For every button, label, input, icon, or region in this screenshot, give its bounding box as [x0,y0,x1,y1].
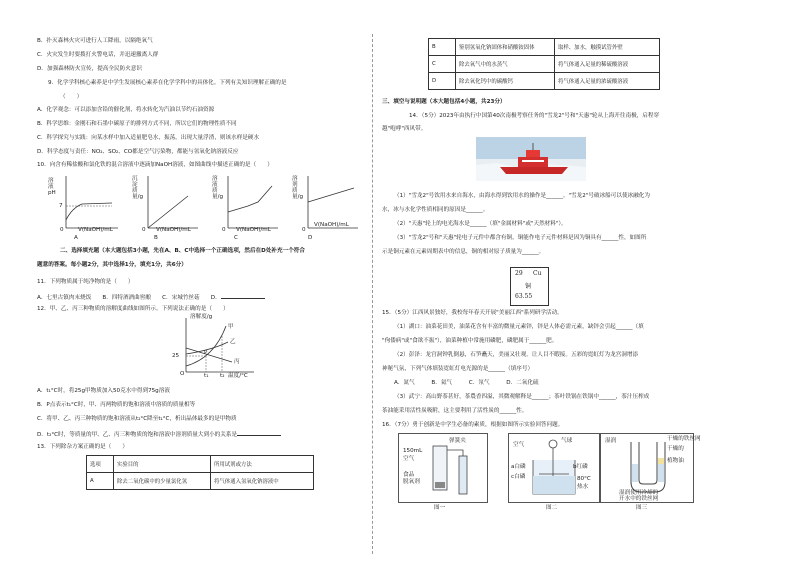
q15-part2-cont: 神秘气氛，下列气体填装霓虹灯电光源的是______（填序号） [382,366,534,372]
section-2-title: 二、选择填充题（本大题包括3小题，先在A、B、C中选择一个正确选项，然后在D处补充一个符合 [60,248,305,254]
table-cell: 除去氧化钙中的碳酸钙 [456,73,555,90]
table-cell: 除去氧气中的水蒸气 [456,56,555,73]
q14-part3: （3）"雪龙2"号和"天惠"轮电子元件中都含有铜，铜能作电子元件材料是因为铜具有______性，如图所 [394,235,647,241]
fig1-label-air: 空气 [403,456,415,462]
element-symbol: Cu [533,270,542,277]
fig1-label-deoxidizer: 脱氧剂 [403,479,420,485]
q15-part1: （1）湖口：油菜花田美，油菜花含有丰富的微量元素锌，锌是人体必需元素，缺锌会引起______（填 [394,324,644,330]
q12-blank[interactable] [237,430,281,436]
chart-a-ph7: 7 [59,203,63,209]
icebreaker-photo [476,137,586,181]
element-mass: 63.55 [515,293,533,300]
fig1-label-clamp: 弹簧夹 [449,438,466,444]
table-cell: B [429,39,456,56]
sol-y25: 25 [172,353,180,359]
table-cell: 取样、加水，触摸试管外壁 [555,39,660,56]
table-row [429,73,660,90]
table-cell: 将气体通入氢氧化钠溶液中 [211,473,314,490]
sol-t1: t₁ [204,373,209,379]
sol-ylabel: 溶解度/g [190,314,213,320]
q12-stem: 12．甲、乙、丙三种物质的溶解度曲线如图所示。下列说法正确的是（ ） [37,306,229,312]
q12-option-d [37,430,281,439]
chart-d-origin: 0 [302,227,306,233]
chart-c-xlabel: V(NaOH)/mL [236,227,271,233]
table-row [87,456,314,473]
q16-stem: 16．（7分）勇于创新是中学生必备的素质，根据如图所示实验回答问题。 [382,422,564,428]
q13-table-continued [428,38,660,90]
element-name: 铜 [525,283,532,290]
q12-solubility-chart [168,314,258,386]
fig1-label-volume: 150mL [403,448,423,454]
q15-stem: 15．（5分）江西风景独好，我校每年春天开展"美丽江西"系列研学活动。 [382,310,563,316]
q8-option-c: C．火灾发生时要拨打火警电话，并迅速撤离人群 [37,52,159,58]
chart-a-letter: A [74,235,78,241]
chart-b-ylabel: 沉淀质量/g [132,176,144,200]
fig2-label-hot-water: 热水 [577,484,589,490]
q10-chart-b [128,172,200,242]
table-row [429,39,660,56]
q15-part3: （3）武宁：高山野茶甚好，茶農香四溢，其微观解释是______；茶叶铁锅在铁锅中______，茶汁压榨成 [394,394,650,400]
table-cell: 将气体通入足量的浓硫酸溶液 [555,73,660,90]
chart-c-letter: C [234,235,238,241]
figure-1-caption: 图一 [434,505,446,511]
q11-blank[interactable] [221,293,265,299]
section-2-title-cont: 题意的答案。每小题2分，其中选择1分，填充1分，共6分） [37,262,187,268]
q11-options [37,293,265,302]
chart-b-xlabel: V(NaOH)/mL [156,227,191,233]
sol-bing: 丙 [234,359,240,365]
q12-option-d-text: D．t₂°C时，等质量的甲、乙、丙三种物质的饱和溶液中溶剂质量大到小的关系是 [37,432,238,438]
table-cell: A [87,473,114,490]
q10-chart-d [288,172,360,242]
q9-option-a: A．化学观念：可以添加含铅的催化剂，将水转化为汽油以节约石油资源 [37,107,215,113]
q14-part3-cont: 示是铜元素在元素周期表中的信息，铜的相对原子质量为______。 [382,249,545,255]
fig3-label-dry-mesh: 干燥的铁丝网 [667,436,701,442]
q15-part2: （2）彭泽：龙宫洞钟乳倒悬，石笋矗天，美丽又壮观。让人目不暇接。五彩的霓虹灯为龙宫洞增添 [394,352,639,358]
q10-stem: 10．向含有稀盐酸和氯化铁的混合溶液中逐滴加NaOH溶液，如图曲线中描述正确的是（ ） [37,162,273,168]
q8-option-b: B．扑灭森林火灾可进行人工降雨，以隔绝氧气 [37,38,153,44]
q15-part1-cont: "佝偻病"或"食欲不振"），油菜种植中常施用磷肥，磷肥属于______肥。 [382,338,558,344]
chart-b-origin: 0 [142,227,146,233]
fig3-label-oil: 植物油 [667,458,684,464]
q13-table [86,455,314,490]
column-divider [372,34,373,554]
element-number: 29 [515,270,523,277]
table-cell: 除去二氧化碳中的少量氯化氢 [114,473,211,490]
q9-option-d: D．科学态度与责任：NO₂、SO₂、CO都是空气污染物，都能与氢氧化钠溶液反应 [37,149,239,155]
fig3-label-mesh-water: 开水中的铁丝网 [619,496,659,502]
q15-part3-cont: 茶油能采用活性炭吸附，这主要利用了活性炭的______性。 [382,408,528,414]
chart-d-letter: D [308,235,313,241]
chart-c-origin: 0 [222,227,226,233]
q10-chart-a [48,172,120,242]
figure-1 [398,433,488,503]
q14-stem: 14．（5分）2023年由执行中国第40次南极考察任务的"雪龙2"号和"天惠"轮从上海开往南极，启程穿 [409,113,660,119]
chart-a-ylabel: 溶液pH [48,178,56,196]
fig1-label-food: 食品 [403,472,415,478]
sol-jia: 甲 [228,324,234,330]
table-header-option: 选项 [87,456,114,473]
fig2-label-temp: 80°C [577,476,591,482]
fig2-label-air: 空气 [513,442,525,448]
q12-option-a: A．t₁°C时，将25g甲物质加入50克水中得到75g溶液 [37,388,170,394]
chart-d-ylabel: 溶剂质量/g [292,176,304,200]
chart-a-xlabel: V(NaOH)/mL [78,227,113,233]
sol-xlabel: 温度/°C [228,373,248,379]
q10-chart-c [208,172,280,242]
q11-stem: 11．下列物质属于纯净物的是（ ） [37,279,134,285]
q14-part1-cont: 水，冰与水化学性质相同的原因是______。 [382,207,489,213]
fig2-label-balloon: 气球 [561,438,573,444]
q14-stem-cont: 越"咆哮"西风带。 [382,126,427,132]
fig3-label-dry: 干燥的 [667,446,684,452]
figure-3-caption: 图三 [636,505,648,511]
sol-origin: O [180,371,185,377]
q9-option-c: C．科学探究与实践：向某水样中加入适量肥皂水，振荡，出现大量浮渣，则该水样是硬水 [37,135,260,141]
q12-option-b: B．P点表示t₁°C时，甲、丙两物质的饱和溶液中溶质的质量相等 [37,402,196,408]
table-row [87,473,314,490]
q11-options-text: A．七里古镇肉末烧饭 B．四特酒酒曲窖酿 C．宋城竹丝菇 D． [37,295,221,301]
q9-option-b: B．科学思维：金刚石和石墨中碳原子的排列方式不同，所以它们的物理性质不同 [37,121,237,127]
q13-stem: 13．下列除杂方案正确的是（ ） [37,444,129,450]
figure-2-caption: 图二 [546,505,558,511]
q14-part2: （2）"天惠"轮上的电光海水是______（填"金属材料"或"天然材料"）。 [394,221,567,227]
q15-part2-options: A．氮气 B．氦气 C．氖气 D．二氧化硫 [394,380,539,386]
q9-stem: 9．化学学科核心素养是中学生发展核心素养在化学学科中的具体化。下列有关知识理解正确的是 [48,80,287,86]
fig2-label-white-p-c: c白磷 [511,474,526,480]
fig3-label-cooled: 湿润使用冷却的 [619,490,659,496]
figure-2 [508,433,600,503]
sol-p: P [204,350,208,356]
table-cell: 鉴别氢氧化钠固体和硝酸铵固体 [456,39,555,56]
q9-paren: （ ） [60,94,83,100]
chart-d-xlabel: V(NaOH)/mL [314,222,349,228]
table-header-method: 所用试剂或方法 [211,456,314,473]
copper-element-card [510,267,549,306]
table-cell: C [429,56,456,73]
table-row [429,56,660,73]
table-cell: 将气体通入足量的稀硫酸溶液 [555,56,660,73]
q14-part1: （1）"雪龙2"号饮用水来自海水，由海水得到饮用水的操作是______。"雪龙2"号破冰船可以使冰融化为 [394,193,650,199]
sol-yi: 乙 [230,339,236,345]
fig3-label-wet: 湿润 [605,438,617,444]
chart-c-ylabel: 溶液质量/g [212,176,224,200]
fig2-label-white-p-a: a白磷 [511,464,526,470]
q12-option-c: C．将甲、乙、丙三种物质的饱和溶液从t₂°C降至t₁°C，析出晶体最多的是甲物质 [37,416,237,422]
sol-t2: t₂ [220,373,225,379]
chart-a-origin: 0 [60,227,64,233]
chart-b-letter: B [154,235,158,241]
q8-option-d: D．加强森林防火宣传，提高全民防火意识 [37,66,142,72]
fig2-label-red-p: b红磷 [573,464,588,470]
figure-3 [600,433,701,503]
table-cell: D [429,73,456,90]
table-header-purpose: 实验目的 [114,456,211,473]
section-3-title: 三、填空与说明题（本大题包括4小题，共23分） [382,99,506,105]
